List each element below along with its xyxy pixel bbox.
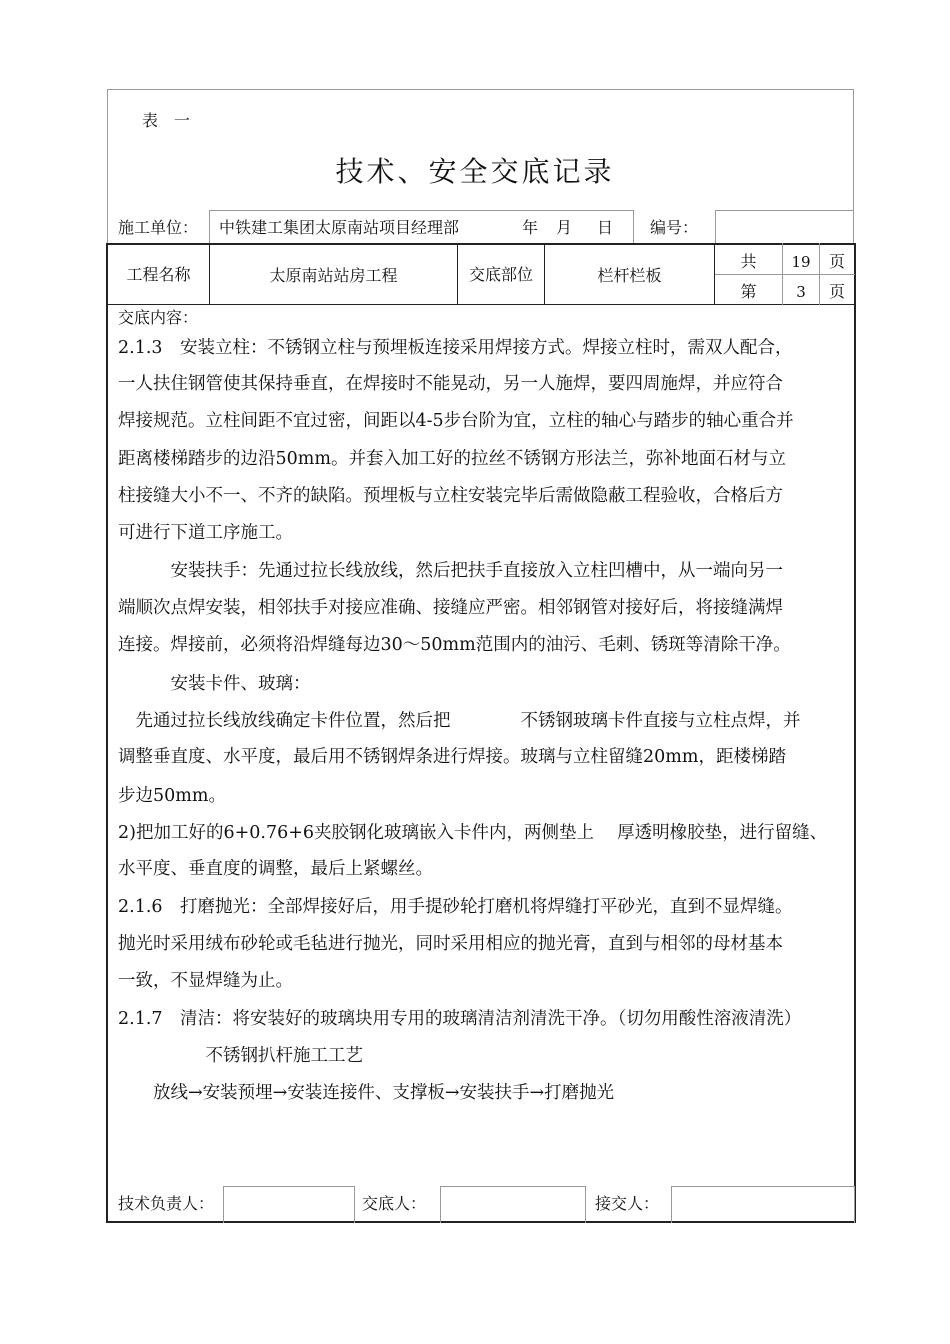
frame-top-line: [107, 89, 854, 90]
unit-value-box-top: [209, 210, 634, 211]
table-top: [106, 243, 856, 245]
number-label: 编号：: [650, 218, 699, 237]
page-number: 3: [796, 283, 806, 301]
content-line: 一人扶住钢管使其保持垂直，在焊接时不能晃动，另一人施焊，要四周施焊，并应符合: [118, 374, 783, 394]
receiver-label: 接交人：: [595, 1194, 660, 1213]
content-line: 水平度、垂直度的调整，最后上紧螺丝。: [118, 859, 433, 879]
part-value: 栏杆栏板: [597, 266, 662, 285]
page-title: 技术、安全交底记录: [335, 155, 615, 188]
content-line: 步边50mm。: [118, 786, 226, 806]
content-line: 2)把加工好的6+0.76+6夹胶钢化玻璃嵌入卡件内，两侧垫上 厚透明橡胶垫，进行留缝、: [118, 823, 828, 843]
discloser-signature-box: [440, 1186, 586, 1223]
total-prefix: 共: [740, 252, 757, 271]
content-line: 2.1.3 安装立柱：不锈钢立柱与预埋板连接采用焊接方式。焊接立柱时，需双人配合，: [118, 338, 793, 358]
tech-lead-signature-box: [223, 1186, 355, 1223]
date-day: 日: [597, 218, 614, 237]
unit-label: 施工单位：: [118, 218, 199, 237]
content-line: 2.1.7 清洁：将安装好的玻璃块用专用的玻璃清洁剂清洗干净。（切勿用酸性溶液清洗）: [118, 1009, 802, 1029]
content-line: 端顺次点焊安装，相邻扶手对接应准确、接缝应严密。相邻钢管对接好后，将接缝满焊: [118, 598, 783, 618]
content-line: 一致，不显焊缝为止。: [118, 971, 293, 991]
number-box-left: [715, 210, 716, 243]
form-label: 表 一: [142, 111, 191, 130]
content-line: 柱接缝大小不一、不齐的缺陷。预埋板与立柱安装完毕后需做隐蔽工程验收，合格后方: [118, 486, 783, 506]
project-row-bottom: [106, 304, 856, 305]
content-line: 2.1.6 打磨抛光：全部焊接好后，用手提砂轮打磨机将焊缝打平砂光，直到不显焊缝。: [118, 897, 793, 917]
content-line: 安装卡件、玻璃：: [118, 674, 311, 694]
content-line: 连接。焊接前，必须将沿焊缝每边30～50mm范围内的油污、毛刺、锈斑等清除干净。: [118, 635, 791, 655]
number-box-top: [715, 210, 854, 211]
total-pages: 19: [791, 253, 811, 271]
date-year: 年: [522, 218, 539, 237]
total-suffix: 页: [828, 252, 845, 271]
unit-value-box-right: [633, 210, 634, 243]
content-heading: 交底内容：: [118, 308, 199, 327]
content-line: 距离楼梯踏步的边沿50mm。并套入加工好的拉丝不锈钢方形法兰，弥补地面石材与立: [118, 449, 786, 469]
unit-value: 中铁建工集团太原南站项目经理部: [219, 218, 460, 237]
project-name-label: 工程名称: [126, 265, 191, 284]
page-prefix: 第: [740, 282, 757, 301]
table-right: [854, 243, 856, 1223]
content-line: 抛光时采用绒布砂轮或毛毡进行抛光，同时采用相应的抛光膏，直到与相邻的母材基本: [118, 934, 783, 954]
date-month: 月: [556, 218, 573, 237]
tech-lead-label: 技术负责人：: [118, 1194, 215, 1213]
part-label: 交底部位: [468, 265, 533, 284]
page-row-split: [715, 274, 855, 275]
table-left: [106, 243, 108, 1223]
content-line: 调整垂直度、水平度，最后用不锈钢焊条进行焊接。玻璃与立柱留缝20mm，距楼梯踏: [118, 747, 786, 767]
content-line: 先通过拉长线放线确定卡件位置，然后把 不锈钢玻璃卡件直接与立柱点焊，并: [118, 711, 801, 731]
content-line: 安装扶手：先通过拉长线放线，然后把扶手直接放入立柱凹槽中，从一端向另一: [118, 561, 783, 581]
content-line: 不锈钢扒杆施工工艺: [118, 1046, 363, 1066]
content-line: 可进行下道工序施工。: [118, 523, 293, 543]
page-suffix: 页: [828, 282, 845, 301]
unit-value-box-left: [209, 210, 210, 243]
content-line: 焊接规范。立柱间距不宜过密，间距以4-5步台阶为宜，立柱的轴心与踏步的轴心重合并: [118, 411, 794, 431]
discloser-label: 交底人：: [362, 1194, 427, 1213]
receiver-signature-box: [671, 1186, 855, 1223]
content-line: 放线→安装预埋→安装连接件、支撑板→安装扶手→打磨抛光: [118, 1083, 615, 1103]
project-name-value: 太原南站站房工程: [269, 266, 398, 285]
